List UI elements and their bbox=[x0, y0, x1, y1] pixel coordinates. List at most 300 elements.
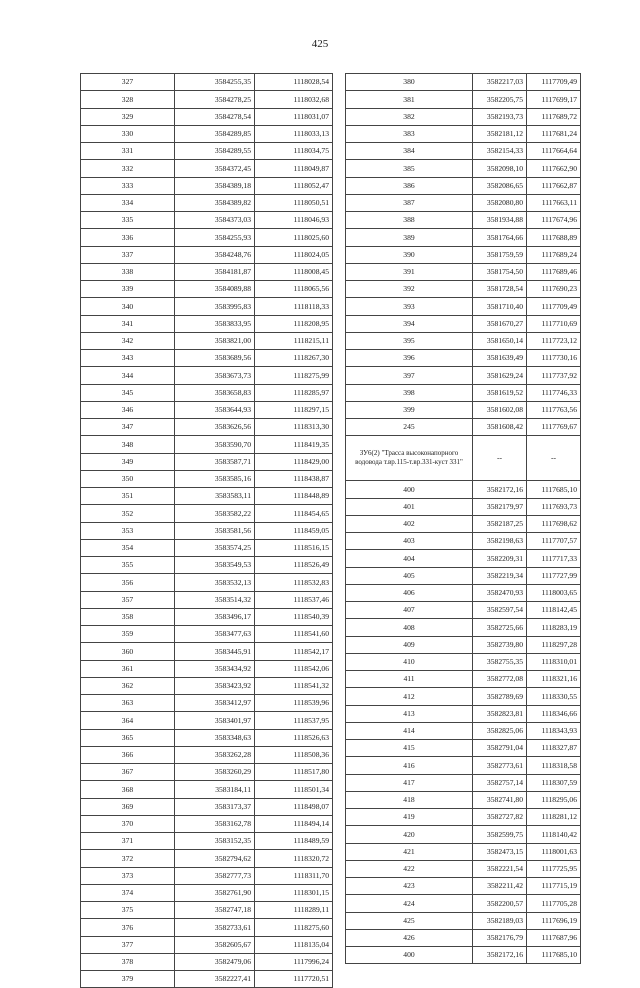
point-number: 385 bbox=[346, 160, 473, 177]
point-number: 408 bbox=[346, 619, 473, 636]
point-number: 384 bbox=[346, 143, 473, 160]
point-number: 373 bbox=[81, 867, 175, 884]
y-coordinate: 1118285,97 bbox=[255, 384, 333, 401]
point-number: 405 bbox=[346, 567, 473, 584]
y-coordinate: 1117663,11 bbox=[527, 194, 581, 211]
table-row bbox=[81, 953, 333, 970]
y-coordinate: 1117709,49 bbox=[527, 74, 581, 91]
x-coordinate: 3582193,73 bbox=[473, 108, 527, 125]
table-row bbox=[81, 298, 333, 315]
table-row bbox=[81, 281, 333, 298]
x-coordinate: 3581602,08 bbox=[473, 401, 527, 418]
y-coordinate: 1117681,24 bbox=[527, 125, 581, 142]
point-number: 328 bbox=[81, 91, 175, 108]
x-coordinate: 3583583,11 bbox=[175, 488, 255, 505]
x-coordinate: 3581728,54 bbox=[473, 281, 527, 298]
point-number: 348 bbox=[81, 436, 175, 453]
x-coordinate: 3583549,53 bbox=[175, 557, 255, 574]
x-coordinate: 3582209,31 bbox=[473, 550, 527, 567]
table-row bbox=[81, 315, 333, 332]
table-row bbox=[81, 798, 333, 815]
y-coordinate: 1118283,19 bbox=[527, 619, 581, 636]
y-coordinate: 1118281,12 bbox=[527, 809, 581, 826]
point-number: 344 bbox=[81, 367, 175, 384]
point-number: 359 bbox=[81, 626, 175, 643]
table-row bbox=[346, 481, 581, 498]
y-coordinate: 1117690,23 bbox=[527, 281, 581, 298]
point-number: 426 bbox=[346, 929, 473, 946]
x-coordinate: 3583445,91 bbox=[175, 643, 255, 660]
x-coordinate: 3583260,29 bbox=[175, 764, 255, 781]
x-coordinate: 3583626,56 bbox=[175, 419, 255, 436]
x-coordinate: 3582772,08 bbox=[473, 671, 527, 688]
x-coordinate: 3584255,35 bbox=[175, 74, 255, 91]
y-coordinate: 1117662,90 bbox=[527, 160, 581, 177]
point-number: 422 bbox=[346, 860, 473, 877]
x-coordinate: 3581764,66 bbox=[473, 229, 527, 246]
y-coordinate: 1117769,67 bbox=[527, 419, 581, 436]
x-coordinate: 3582597,54 bbox=[473, 602, 527, 619]
y-coordinate: 1118267,30 bbox=[255, 350, 333, 367]
x-coordinate: 3583833,95 bbox=[175, 315, 255, 332]
y-coordinate: 1117705,28 bbox=[527, 895, 581, 912]
point-number: 332 bbox=[81, 160, 175, 177]
table-row bbox=[346, 602, 581, 619]
table-row bbox=[346, 843, 581, 860]
y-coordinate: 1117725,95 bbox=[527, 860, 581, 877]
x-coordinate: 3582773,61 bbox=[473, 757, 527, 774]
y-coordinate: 1118532,83 bbox=[255, 574, 333, 591]
table-row bbox=[346, 350, 581, 367]
y-coordinate: 1118289,11 bbox=[255, 902, 333, 919]
y-coordinate: 1117688,89 bbox=[527, 229, 581, 246]
table-row bbox=[346, 584, 581, 601]
point-number: 403 bbox=[346, 533, 473, 550]
point-number: 412 bbox=[346, 688, 473, 705]
table-row bbox=[81, 574, 333, 591]
x-coordinate: 3582725,66 bbox=[473, 619, 527, 636]
right-coordinates-table bbox=[345, 73, 581, 964]
y-coordinate: 1118537,46 bbox=[255, 591, 333, 608]
x-coordinate: 3582172,16 bbox=[473, 947, 527, 964]
y-coordinate: 1118494,14 bbox=[255, 815, 333, 832]
x-coordinate: 3582200,57 bbox=[473, 895, 527, 912]
point-number: 392 bbox=[346, 281, 473, 298]
table-row bbox=[81, 815, 333, 832]
point-number: 371 bbox=[81, 833, 175, 850]
point-number: 367 bbox=[81, 764, 175, 781]
point-number: 415 bbox=[346, 740, 473, 757]
table-row bbox=[81, 470, 333, 487]
y-coordinate: 1118489,59 bbox=[255, 833, 333, 850]
y-coordinate: 1118050,51 bbox=[255, 194, 333, 211]
point-number: 345 bbox=[81, 384, 175, 401]
table-row bbox=[346, 757, 581, 774]
point-number: 361 bbox=[81, 660, 175, 677]
x-coordinate: 3581710,40 bbox=[473, 298, 527, 315]
point-number: 351 bbox=[81, 488, 175, 505]
point-number: 336 bbox=[81, 229, 175, 246]
y-coordinate: 1118140,42 bbox=[527, 826, 581, 843]
point-number: 335 bbox=[81, 212, 175, 229]
table-row bbox=[81, 850, 333, 867]
table-row bbox=[346, 160, 581, 177]
point-number: 366 bbox=[81, 746, 175, 763]
point-number: 401 bbox=[346, 498, 473, 515]
point-number: 404 bbox=[346, 550, 473, 567]
table-row bbox=[346, 895, 581, 912]
x-coordinate: 3582154,33 bbox=[473, 143, 527, 160]
x-coordinate: 3584389,82 bbox=[175, 194, 255, 211]
table-row bbox=[81, 263, 333, 280]
table-row bbox=[81, 608, 333, 625]
x-coordinate: 3582086,65 bbox=[473, 177, 527, 194]
point-number: 397 bbox=[346, 367, 473, 384]
table-row bbox=[81, 643, 333, 660]
table-row bbox=[346, 315, 581, 332]
table-row bbox=[81, 781, 333, 798]
section-dash-x: -- bbox=[473, 436, 527, 481]
point-number: 383 bbox=[346, 125, 473, 142]
x-coordinate: 3582605,67 bbox=[175, 936, 255, 953]
y-coordinate: 1118028,54 bbox=[255, 74, 333, 91]
point-number: 421 bbox=[346, 843, 473, 860]
x-coordinate: 3583162,78 bbox=[175, 815, 255, 832]
y-coordinate: 1118321,16 bbox=[527, 671, 581, 688]
point-number: 378 bbox=[81, 953, 175, 970]
x-coordinate: 3584289,55 bbox=[175, 143, 255, 160]
x-coordinate: 3583689,56 bbox=[175, 350, 255, 367]
table-row bbox=[81, 764, 333, 781]
point-number: 380 bbox=[346, 74, 473, 91]
table-row bbox=[81, 367, 333, 384]
x-coordinate: 3583262,28 bbox=[175, 746, 255, 763]
x-coordinate: 3581754,50 bbox=[473, 263, 527, 280]
point-number: 327 bbox=[81, 74, 175, 91]
point-number: 387 bbox=[346, 194, 473, 211]
point-number: 399 bbox=[346, 401, 473, 418]
table-row bbox=[346, 533, 581, 550]
table-row bbox=[81, 522, 333, 539]
section-title-row bbox=[346, 436, 581, 481]
x-coordinate: 3583574,25 bbox=[175, 539, 255, 556]
y-coordinate: 1117664,64 bbox=[527, 143, 581, 160]
x-coordinate: 3584278,54 bbox=[175, 108, 255, 125]
y-coordinate: 1118438,87 bbox=[255, 470, 333, 487]
y-coordinate: 1118540,39 bbox=[255, 608, 333, 625]
point-number: 365 bbox=[81, 729, 175, 746]
y-coordinate: 1118330,55 bbox=[527, 688, 581, 705]
y-coordinate: 1118065,56 bbox=[255, 281, 333, 298]
table-row bbox=[81, 539, 333, 556]
table-row bbox=[81, 971, 333, 988]
point-number: 342 bbox=[81, 332, 175, 349]
point-number: 394 bbox=[346, 315, 473, 332]
x-coordinate: 3581650,14 bbox=[473, 332, 527, 349]
table-row bbox=[346, 332, 581, 349]
table-row bbox=[81, 229, 333, 246]
y-coordinate: 1118033,13 bbox=[255, 125, 333, 142]
point-number: 407 bbox=[346, 602, 473, 619]
table-row bbox=[81, 212, 333, 229]
x-coordinate: 3583532,13 bbox=[175, 574, 255, 591]
point-number: 420 bbox=[346, 826, 473, 843]
y-coordinate: 1118346,66 bbox=[527, 705, 581, 722]
table-row bbox=[346, 515, 581, 532]
x-coordinate: 3583673,73 bbox=[175, 367, 255, 384]
point-number: 382 bbox=[346, 108, 473, 125]
x-coordinate: 3582221,54 bbox=[473, 860, 527, 877]
x-coordinate: 3582176,79 bbox=[473, 929, 527, 946]
point-number: 347 bbox=[81, 419, 175, 436]
x-coordinate: 3582777,73 bbox=[175, 867, 255, 884]
x-coordinate: 3582205,75 bbox=[473, 91, 527, 108]
x-coordinate: 3582727,82 bbox=[473, 809, 527, 826]
x-coordinate: 3582187,25 bbox=[473, 515, 527, 532]
x-coordinate: 3584372,45 bbox=[175, 160, 255, 177]
point-number: 389 bbox=[346, 229, 473, 246]
x-coordinate: 3582757,14 bbox=[473, 774, 527, 791]
x-coordinate: 3582794,62 bbox=[175, 850, 255, 867]
table-row bbox=[346, 705, 581, 722]
point-number: 350 bbox=[81, 470, 175, 487]
x-coordinate: 3583423,92 bbox=[175, 677, 255, 694]
point-number: 354 bbox=[81, 539, 175, 556]
y-coordinate: 1118343,93 bbox=[527, 722, 581, 739]
y-coordinate: 1118541,32 bbox=[255, 677, 333, 694]
y-coordinate: 1118003,65 bbox=[527, 584, 581, 601]
section-title: ЗУ6(2) "Трасса высоконапорного водовода т.вр.115-т.вр.331-куст 331" bbox=[346, 436, 473, 481]
point-number: 413 bbox=[346, 705, 473, 722]
x-coordinate: 3582179,97 bbox=[473, 498, 527, 515]
point-number: 390 bbox=[346, 246, 473, 263]
point-number: 409 bbox=[346, 636, 473, 653]
x-coordinate: 3584289,85 bbox=[175, 125, 255, 142]
y-coordinate: 1118275,99 bbox=[255, 367, 333, 384]
point-number: 379 bbox=[81, 971, 175, 988]
x-coordinate: 3582741,80 bbox=[473, 791, 527, 808]
y-coordinate: 1118034,75 bbox=[255, 143, 333, 160]
table-row bbox=[81, 867, 333, 884]
x-coordinate: 3582189,03 bbox=[473, 912, 527, 929]
table-row bbox=[81, 384, 333, 401]
x-coordinate: 3584278,25 bbox=[175, 91, 255, 108]
point-number: 358 bbox=[81, 608, 175, 625]
table-row bbox=[81, 902, 333, 919]
x-coordinate: 3581670,27 bbox=[473, 315, 527, 332]
table-row bbox=[81, 626, 333, 643]
table-row bbox=[346, 74, 581, 91]
y-coordinate: 1118046,93 bbox=[255, 212, 333, 229]
point-number: 346 bbox=[81, 401, 175, 418]
x-coordinate: 3582080,80 bbox=[473, 194, 527, 211]
x-coordinate: 3582181,12 bbox=[473, 125, 527, 142]
point-number: 329 bbox=[81, 108, 175, 125]
x-coordinate: 3582211,42 bbox=[473, 878, 527, 895]
point-number: 391 bbox=[346, 263, 473, 280]
x-coordinate: 3582172,16 bbox=[473, 481, 527, 498]
y-coordinate: 1117696,19 bbox=[527, 912, 581, 929]
table-row bbox=[346, 143, 581, 160]
x-coordinate: 3583585,16 bbox=[175, 470, 255, 487]
table-row bbox=[346, 281, 581, 298]
point-number: 362 bbox=[81, 677, 175, 694]
point-number: 339 bbox=[81, 281, 175, 298]
x-coordinate: 3581629,24 bbox=[473, 367, 527, 384]
y-coordinate: 1117723,12 bbox=[527, 332, 581, 349]
point-number: 333 bbox=[81, 177, 175, 194]
y-coordinate: 1118429,00 bbox=[255, 453, 333, 470]
x-coordinate: 3584373,03 bbox=[175, 212, 255, 229]
x-coordinate: 3583514,32 bbox=[175, 591, 255, 608]
y-coordinate: 1118501,34 bbox=[255, 781, 333, 798]
y-coordinate: 1117685,10 bbox=[527, 481, 581, 498]
table-row bbox=[81, 505, 333, 522]
y-coordinate: 1118208,95 bbox=[255, 315, 333, 332]
point-number: 376 bbox=[81, 919, 175, 936]
x-coordinate: 3582473,15 bbox=[473, 843, 527, 860]
x-coordinate: 3582470,93 bbox=[473, 584, 527, 601]
y-coordinate: 1117685,10 bbox=[527, 947, 581, 964]
x-coordinate: 3581639,49 bbox=[473, 350, 527, 367]
point-number: 340 bbox=[81, 298, 175, 315]
point-number: 245 bbox=[346, 419, 473, 436]
x-coordinate: 3582227,41 bbox=[175, 971, 255, 988]
table-row bbox=[81, 108, 333, 125]
point-number: 402 bbox=[346, 515, 473, 532]
y-coordinate: 1118542,17 bbox=[255, 643, 333, 660]
table-row bbox=[81, 591, 333, 608]
table-row bbox=[346, 636, 581, 653]
table-row bbox=[346, 550, 581, 567]
x-coordinate: 3583152,35 bbox=[175, 833, 255, 850]
x-coordinate: 3582761,90 bbox=[175, 884, 255, 901]
y-coordinate: 1118498,07 bbox=[255, 798, 333, 815]
y-coordinate: 1117715,19 bbox=[527, 878, 581, 895]
y-coordinate: 1118215,11 bbox=[255, 332, 333, 349]
y-coordinate: 1118307,59 bbox=[527, 774, 581, 791]
point-number: 360 bbox=[81, 643, 175, 660]
table-row bbox=[346, 619, 581, 636]
x-coordinate: 3583821,00 bbox=[175, 332, 255, 349]
table-row bbox=[81, 488, 333, 505]
table-row bbox=[81, 453, 333, 470]
y-coordinate: 1118135,04 bbox=[255, 936, 333, 953]
x-coordinate: 3583412,97 bbox=[175, 695, 255, 712]
table-row bbox=[81, 712, 333, 729]
table-row bbox=[81, 160, 333, 177]
table-row bbox=[346, 688, 581, 705]
point-number: 414 bbox=[346, 722, 473, 739]
table-row bbox=[346, 194, 581, 211]
y-coordinate: 1118311,70 bbox=[255, 867, 333, 884]
y-coordinate: 1117698,62 bbox=[527, 515, 581, 532]
y-coordinate: 1118001,63 bbox=[527, 843, 581, 860]
point-number: 352 bbox=[81, 505, 175, 522]
point-number: 396 bbox=[346, 350, 473, 367]
point-number: 343 bbox=[81, 350, 175, 367]
point-number: 393 bbox=[346, 298, 473, 315]
x-coordinate: 3582198,63 bbox=[473, 533, 527, 550]
table-row bbox=[346, 212, 581, 229]
point-number: 388 bbox=[346, 212, 473, 229]
x-coordinate: 3584248,76 bbox=[175, 246, 255, 263]
x-coordinate: 3583590,70 bbox=[175, 436, 255, 453]
table-row bbox=[81, 194, 333, 211]
point-number: 356 bbox=[81, 574, 175, 591]
section-dash-y: -- bbox=[527, 436, 581, 481]
table-row bbox=[346, 826, 581, 843]
y-coordinate: 1118310,01 bbox=[527, 653, 581, 670]
point-number: 372 bbox=[81, 850, 175, 867]
point-number: 417 bbox=[346, 774, 473, 791]
x-coordinate: 3584181,87 bbox=[175, 263, 255, 280]
table-row bbox=[346, 929, 581, 946]
point-number: 330 bbox=[81, 125, 175, 142]
table-row bbox=[81, 91, 333, 108]
y-coordinate: 1118537,95 bbox=[255, 712, 333, 729]
y-coordinate: 1117710,69 bbox=[527, 315, 581, 332]
table-row bbox=[346, 878, 581, 895]
point-number: 395 bbox=[346, 332, 473, 349]
table-row bbox=[81, 677, 333, 694]
x-coordinate: 3583173,37 bbox=[175, 798, 255, 815]
table-row bbox=[81, 919, 333, 936]
x-coordinate: 3583658,83 bbox=[175, 384, 255, 401]
table-row bbox=[346, 367, 581, 384]
y-coordinate: 1117730,16 bbox=[527, 350, 581, 367]
table-row bbox=[346, 722, 581, 739]
table-row bbox=[346, 401, 581, 418]
table-row bbox=[81, 332, 333, 349]
y-coordinate: 1117717,33 bbox=[527, 550, 581, 567]
point-number: 331 bbox=[81, 143, 175, 160]
y-coordinate: 1118327,87 bbox=[527, 740, 581, 757]
y-coordinate: 1118142,45 bbox=[527, 602, 581, 619]
y-coordinate: 1118295,06 bbox=[527, 791, 581, 808]
y-coordinate: 1118526,63 bbox=[255, 729, 333, 746]
point-number: 368 bbox=[81, 781, 175, 798]
x-coordinate: 3583496,17 bbox=[175, 608, 255, 625]
table-row bbox=[81, 746, 333, 763]
y-coordinate: 1118539,96 bbox=[255, 695, 333, 712]
point-number: 377 bbox=[81, 936, 175, 953]
y-coordinate: 1117662,87 bbox=[527, 177, 581, 194]
point-number: 418 bbox=[346, 791, 473, 808]
table-row bbox=[81, 660, 333, 677]
y-coordinate: 1117727,99 bbox=[527, 567, 581, 584]
y-coordinate: 1117687,96 bbox=[527, 929, 581, 946]
point-number: 355 bbox=[81, 557, 175, 574]
table-row bbox=[81, 419, 333, 436]
table-row bbox=[81, 350, 333, 367]
table-row bbox=[346, 91, 581, 108]
x-coordinate: 3582823,81 bbox=[473, 705, 527, 722]
y-coordinate: 1118454,65 bbox=[255, 505, 333, 522]
table-row bbox=[81, 557, 333, 574]
table-row bbox=[81, 143, 333, 160]
y-coordinate: 1117689,24 bbox=[527, 246, 581, 263]
y-coordinate: 1118516,15 bbox=[255, 539, 333, 556]
table-row bbox=[81, 436, 333, 453]
x-coordinate: 3582825,06 bbox=[473, 722, 527, 739]
y-coordinate: 1118275,60 bbox=[255, 919, 333, 936]
y-coordinate: 1118541,60 bbox=[255, 626, 333, 643]
x-coordinate: 3583581,56 bbox=[175, 522, 255, 539]
point-number: 419 bbox=[346, 809, 473, 826]
table-row bbox=[81, 695, 333, 712]
point-number: 400 bbox=[346, 947, 473, 964]
